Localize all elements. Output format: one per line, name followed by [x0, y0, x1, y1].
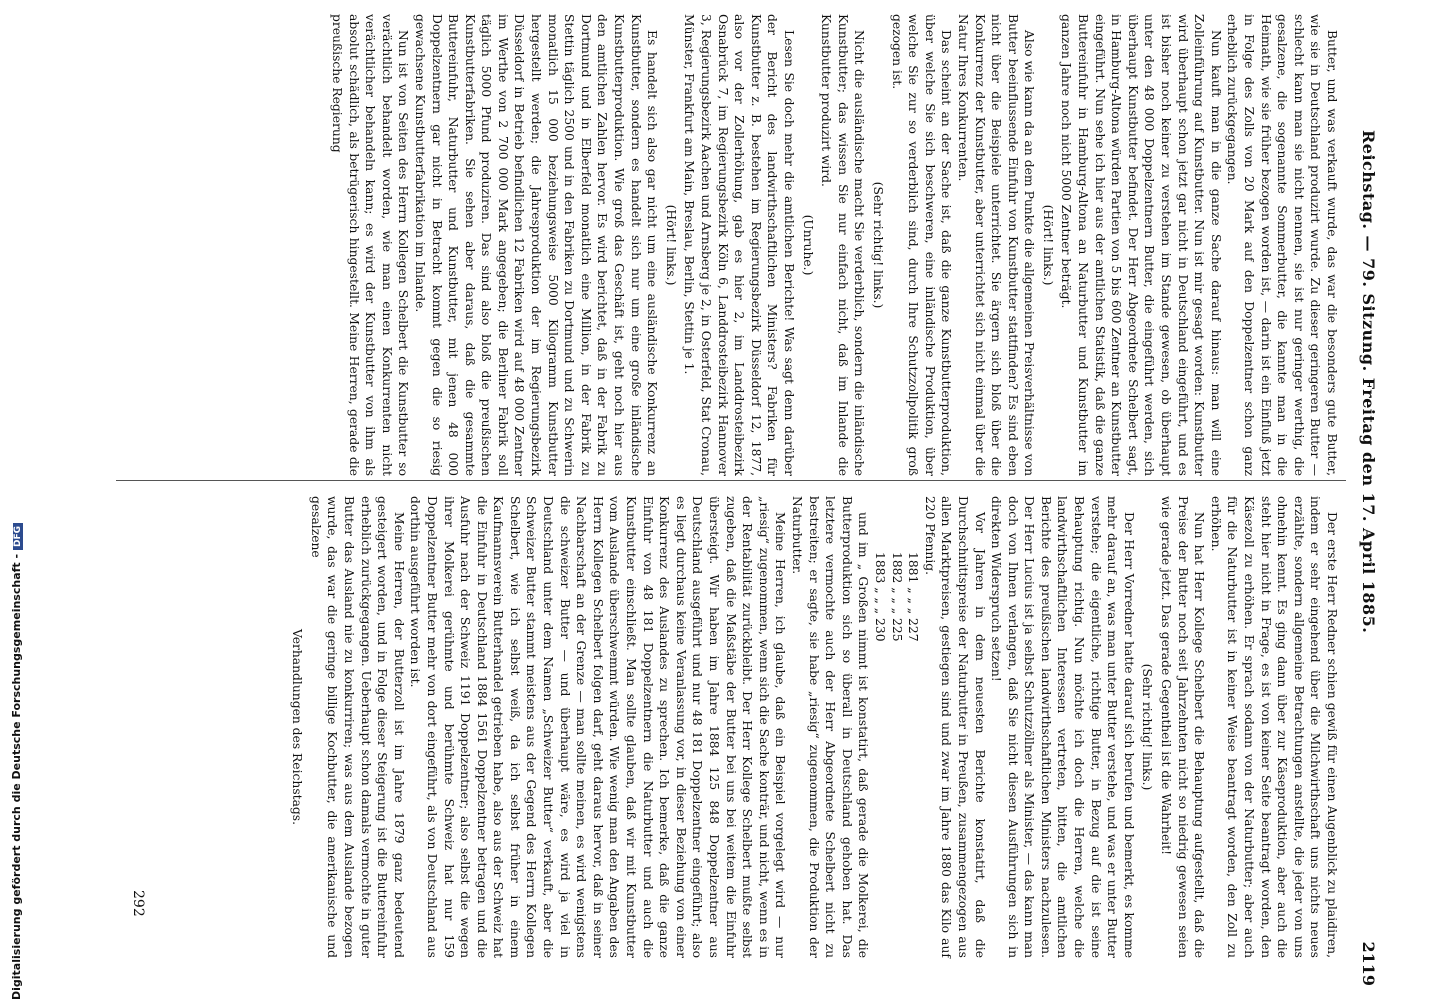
paragraph: Nicht die ausländische macht Sie verderblich, sondern die inländische Kunstbutter; das wissen Sie nur einfach nicht, daß im Inlande die Kunstbutter produzirt wird.: [819, 14, 867, 476]
digitization-credit-text: Digitalisierung gefördert durch die Deutsche Forschungsgemeinschaft -: [10, 553, 23, 1000]
dfg-logo: DFG: [13, 523, 23, 550]
paragraph: Der erste Herr Redner schien gewiß für einen Augenblick zu plaidiren, indem er sehr eingehend über die Milchwirthschaft uns nichts neues erzählte, sondern allgemeine Betrachtungen anstellte, die jeder von uns ohnehin kennt. Es ging dann über zur Käseproduktion, aber auch die steht hier nicht in Frage, es ist von keiner Seite beantragt worden, den Käsezoll zu erhöhen. Er sprach sodann von der Naturbutter; aber auch für die Naturbutter ist in keiner Weise beantragt worden, den Zoll zu erhöhen.: [1208, 496, 1339, 958]
column-divider: [116, 480, 1346, 481]
interjection: (Sehr richtig! links.): [1140, 663, 1155, 791]
interjection: (Hört! links.): [1040, 204, 1055, 286]
price-row: 1881 „ „ „ 227: [906, 552, 921, 642]
paragraph: Das scheint an der Sache ist, daß die ganze Kunstbutterproduktion, über welche Sie sich beschweren, eine inländische Produktion, über welche Sie zur so verderblich sind, durch Ihre Schutzzollpolitik groß gezogen ist.: [889, 14, 954, 476]
paragraph: Meine Herren, ich glaube, daß ein Beispiel vorgelegt wird — nur „riesig“ zugenommen, wenn sich die Sache konträr, und nicht, wenn es in der Rentabilität zurückbleibt. Der Herr Kollege Schelbert mußte selbst zugeben, daß die Maßstäbe der Butter bei uns bei weitem die Einfuhr übersteigt. Wir haben im Jahre 1884 125 848 Doppelzentner aus Deutschland ausgeführt und nur 48 181 Doppelzentner eingeführt; also es liegt durchaus keine Veranlassung vor, in dieser Beziehung von einer Konkurrenz des Auslandes zu sprechen. Ich bemerke, daß die ganze Einfuhr von 48 181 Doppelzentnern die Naturbutter und auch die Kunstbutter einschließt. Man sollte glauben, daß wir mit Kunstbutter vom Auslande überschwemmt würden. Wie wenig man den Angaben des Herrn Kollegen Schelbert folgen darf, geht daraus hervor, daß in seiner Nachbarschaft an der Grenze — man sollte meinen, es wird wenigstens die schweizer Butter — und überhaupt wäre, es wird ja viel in Deutschland unter dem Namen „Schweizer Butter“ verkauft, aber die Schweizer Butter stammt meistens aus der Gegend des Herrn Kollegen Schelbert, wie ich selbst weiß, da ich selbst früher in einem Kaufmannsverein Butterhandel getrieben habe, also aus der Schweiz hat die Einfuhr in Deutschland 1884 1561 Doppelzentner betragen und die Ausfuhr nach der Schweiz 1191 Doppelzentner; also selbst die wegen ihrer Molkerei gerühmte und berühmte Schweiz hat nur 159 Doppelzentner Butter mehr von dort eingeführt, als von Deutschland aus dorthin ausgeführt worden ist.: [408, 496, 788, 958]
paragraph: Vor Jahren in dem neuesten Berichte konstatirt, daß die Durchschnittspreise der Naturbutter in Preußen, zusammengezogen aus allen Marktpreisen, gestiegen sind und zwar im Jahre 1880 das Kilo auf 220 Pfennig.: [922, 496, 987, 958]
price-row: 1882 „ „ „ 225: [889, 552, 904, 642]
signature-marker: 292: [130, 890, 146, 917]
text-column-right: [287, 496, 1340, 958]
interjection: (Unruhe.): [800, 214, 815, 276]
paragraph: Nun ist von Seiten des Herrn Kollegen Schelbert die Kunstbutter so verächtlich behandelt worden, wie man einen Konkurrenten nicht verächtlicher behandeln kann; es wird der Kunstbutter von ihm als absolut schädlich, als betrügerisch hingestellt. Meine Herren, gerade die preußische Regierung: [329, 14, 411, 476]
digitization-credit: [10, 523, 23, 1000]
paragraph: Nun hat Herr Kollege Schelbert die Behauptung aufgestellt, daß die Preise der Butter noch seit Jahrzehnten nicht so niedrig gewesen seien wie gerade jetzt. Das gerade Gegentheil ist die Wahrheit!: [1159, 496, 1207, 958]
paragraph: Der Herr Vorredner hatte darauf sich berufen und bemerkt, es komme mehr darauf an, was man unter Butter verstehe, und was er unter Butter verstehe; die eigentliche, richtige Butter, in Bezug auf die ist seine Behauptung richtig. Nun möchte ich doch die Herren, welche die landwirthschaftlichen Interessen vertreten, bitten, die amtlichen Berichte des preußischen landwirthschaftlichen Ministers nachzulesen. Der Herr Lucius ist ja selbst Schutzzöllner als Minister, — das kann man doch von Ihnen verlangen, daß Sie nicht diesen Ausführungen sich in direkten Widerspruch setzen!: [989, 496, 1136, 958]
paragraph: Nun kauft man in die ganze Sache darauf hinaus: man will eine Zolleinführung auf Kunstbutter. Nun ist mir gesagt worden: Kunstbutter wird überhaupt schon jetzt gar nicht in Deutschland eingeführt, und es ist bisher noch keiner zu verstehen im Stande gewesen, ob überhaupt unter den 48 000 Doppelzentnern Butter, die eingeführt werden, sich überhaupt Kunstbutter befindet. Der Herr Abgeordnete Schelbert sagt, in Hamburg-Altona würden Partien von 5 bis 600 Zentner an Kunstbutter eingeführt. Nun sehe ich hier aus der amtlichen Statistik, daß die ganze Buttereinfuhr in Hamburg-Altona an Naturbutter und Kunstbutter im ganzen Jahre noch nicht 5000 Zentner beträgt.: [1059, 14, 1223, 476]
paragraph: und im „ Großen nimmt ist konstatirt, daß gerade die Molkerei, die Butterproduktion sich so überall in Deutschland gehoben hat. Das letztere vermochte auch der Herr Abgeordnete Schelbert nicht zu bestreiten; er sagte, sie habe „riesig“ zugenommen, die Produktion der Naturbutter.: [790, 496, 871, 958]
paragraph: Butter, und was verkauft wurde, das war die besonders gute Butter, wie sie in Deutschland produzirt wurde. Zu dieser geringeren Butter — schlecht kann man sie nicht nennen, sie ist nur geringer werthig, die gesalzene, die sogenannte Sommerbutter, die kannte man in die Heimath, wie sie früher bezogen worden ist, — darin ist ein Einfluß jetzt in Folge des Zolls von 20 Mark auf den Doppelzentner schon ganz erheblich zurückgegangen.: [1225, 14, 1339, 476]
paragraph: Meine Herren, der Butterzoll ist im Jahre 1879 ganz bedeutend gesteigert worden, und in Folge dieser Steigerung ist die Buttereinfuhr erheblich zurückgegangen. Ueberhaupt schon damals vermochte in guter Butter das Ausland nie zu konkurriren; was aus dem Auslande bezogen wurde, das war die geringe billige Kochbutter, die amerikanische und gesalzene: [308, 496, 406, 958]
text-column-left: [328, 14, 1340, 476]
page-header-title: Reichstag. — 79. Sitzung. Freitag den 17. April 1885.: [1359, 130, 1378, 634]
paragraph: Es handelt sich also gar nicht um eine ausländische Konkurrenz an Kunstbutter, sondern es handelt sich nur um eine große inländische Kunstbutterproduktion. Wie groß das Geschäft ist, geht noch hier aus den amtlichen Zahlen hervor. Es wird berichtet, daß in der Fabrik zu Dortmund und in Elberfeld monatlich eine Million, in der Fabrik zu Stettin täglich 2500 und in den Fabriken zu Dortmund und zu Schwerin monatlich 15 000 beziehungsweise 5000 Kilogramm Kunstbutter hergestellt werden; die Jahresproduktion der im Regierungsbezirk Düsseldorf in Betrieb befindlichen 12 Fabriken wird auf 48 000 Zentner im Werthe von 2 700 000 Mark angegeben; die Berliner Fabrik soll täglich 5000 Pfund produziren. Das sind also bloß die preußischen Kunstbutterfabriken. Sie sehen aber daraus, daß die gesammte Buttereinfuhr, Naturbutter und Kunstbutter, mit jenen 48 000 Doppelzentnern gar nicht in Betracht kommt gegen die so riesig gewachsene Kunstbutterfabrikation im Inlande.: [412, 14, 660, 476]
paragraph: Also wie kann da an dem Punkte die allgemeinen Preisverhältnisse von Butter beeinflussende Einfuhr von Kunstbutter stattfinden? Es sind eben nicht über die Beispiele unterrichtet. Sie ärgern sich bloß über die Konkurrenz der Kunstbutter, aber unterrichtet sich nicht einmal über die Natur Ihres Konkurrenten.: [955, 14, 1037, 476]
paragraph: Lesen Sie doch mehr die amtlichen Berichte! Was sagt denn darüber der Bericht des landwirthschaftlichen Ministers? Fabriken für Kunstbutter z. B. bestehen im Regierungsbezirk Düsseldorf 12, 1877, also vor der Zollerhöhung, gab es hier 2, im Landdrosteibezirk Osnabrück 7, im Regierungsbezirk Köln 6, Landdrosteibezirk Hannover 3, Regierungsbezirk Aachen und Arnsberg je 2, in Osterfeld, Stat Cronau, Münster, Frankfurt am Main, Breslau, Berlin, Stettin je 1.: [682, 14, 796, 476]
interjection: (Hört! links.): [663, 204, 678, 286]
interjection: Verhandlungen des Reichstags.: [290, 628, 305, 826]
price-row: 1883 „ „ „ 230: [872, 552, 887, 642]
page-number: 2119: [1359, 941, 1378, 986]
interjection: (Sehr richtig! links.): [870, 181, 885, 309]
document-page: [90, 0, 1386, 1000]
